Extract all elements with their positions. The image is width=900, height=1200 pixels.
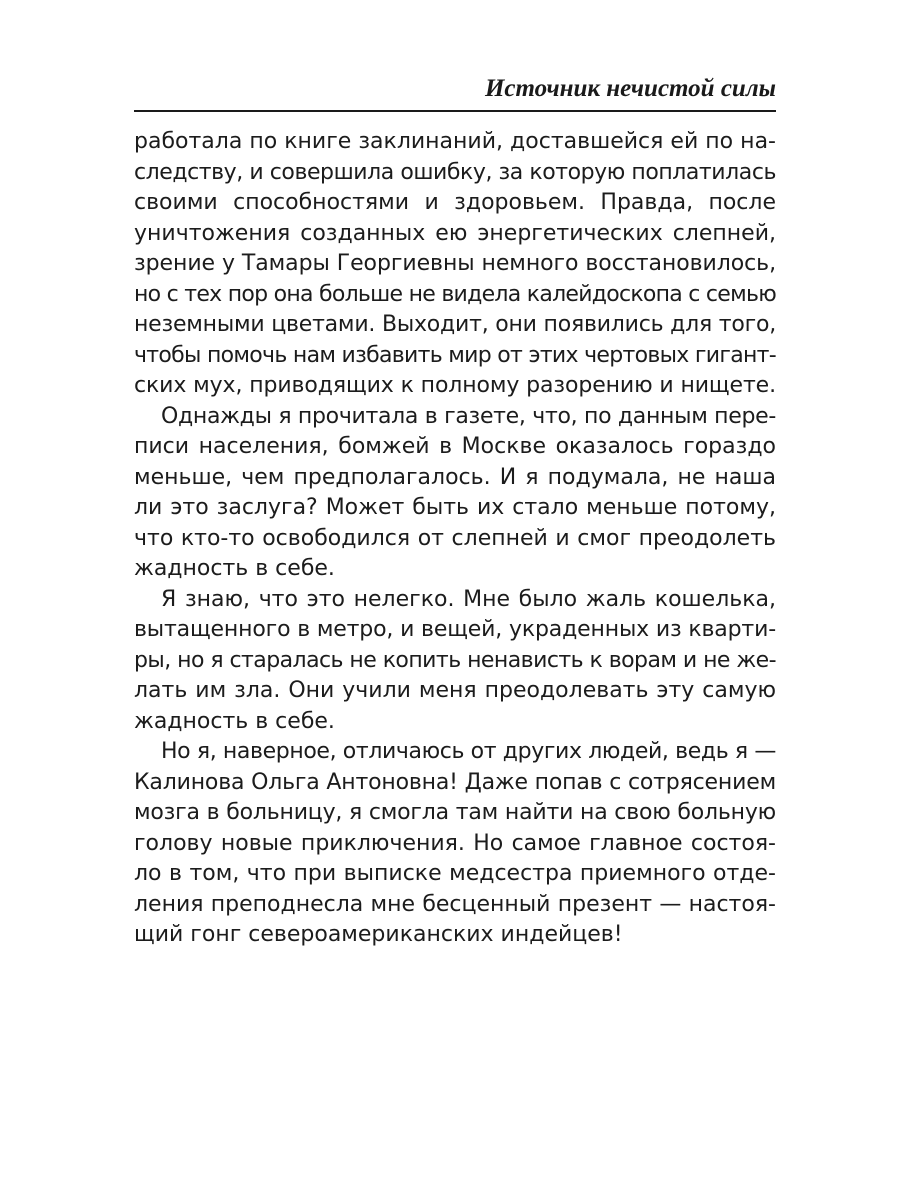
text-line: ских мух, приводящих к полному разорению и нищете. (134, 373, 776, 398)
text-line: неземными цветами. Выходит, они появились для того, (134, 312, 776, 337)
text-line: что кто-то освободился от слепней и смог преодолеть (134, 525, 776, 551)
text-line: лать им зла. Они учили меня преодолевать эту самую (134, 678, 776, 703)
text-line: ли это заслуга? Может быть их стало меньше потому, (134, 495, 776, 520)
text-line: зрение у Тамары Георгиевны немного восстановилось, (134, 251, 776, 276)
text-line: жадность в себе. (134, 708, 335, 734)
text-line: но с тех пор она больше не видела калейдоскопа с семью (134, 281, 776, 307)
text-line: работала по книге заклинаний, доставшейся ей по на- (134, 129, 776, 154)
body-text (134, 127, 776, 951)
text-line: голову новые приключения. Но самое главное состоя- (134, 830, 776, 856)
text-line: чтобы помочь нам избавить мир от этих чертовых гигант- (134, 342, 776, 368)
text-line: ры, но я старалась не копить ненависть к ворам и не же- (134, 647, 776, 673)
text-line: уничтожения созданных ею энергетических слепней, (134, 220, 776, 246)
paragraph-2 (134, 402, 776, 585)
text-line: жадность в себе. (134, 556, 335, 581)
text-line: Однажды я прочитала в газете, что, по данным пере- (161, 403, 776, 429)
paragraph-3 (134, 585, 776, 738)
paragraph-4 (134, 737, 776, 951)
text-line: своими способностями и здоровьем. Правда, после (134, 190, 776, 215)
text-line: Но я, наверное, отличаюсь от других людей, ведь я — (161, 739, 776, 764)
text-line: писи населения, бомжей в Москве оказалось гораздо (134, 434, 776, 459)
text-line: следству, и совершила ошибку, за которую поплатилась (134, 159, 776, 185)
text-line: Калинова Ольга Антоновна! Даже попав с сотрясением (134, 769, 776, 795)
text-line: щий гонг североамериканских индейцев! (134, 922, 623, 947)
running-header (134, 74, 776, 112)
running-title: Источник нечистой силы (484, 75, 776, 102)
text-line: Я знаю, что это нелегко. Мне было жаль кошелька, (161, 586, 776, 612)
text-line: ления преподнесла мне бесценный презент — настоя- (134, 891, 776, 917)
paragraph-1 (134, 127, 776, 402)
text-line: меньше, чем предполагалось. И я подумала, не наша (134, 464, 776, 490)
text-line: вытащенного в метро, и вещей, украденных из кварти- (134, 617, 776, 642)
text-line: ло в том, что при выписке медсестра приемного отде- (134, 861, 776, 886)
text-line: мозга в больницу, я смогла там найти на свою больную (134, 800, 776, 825)
